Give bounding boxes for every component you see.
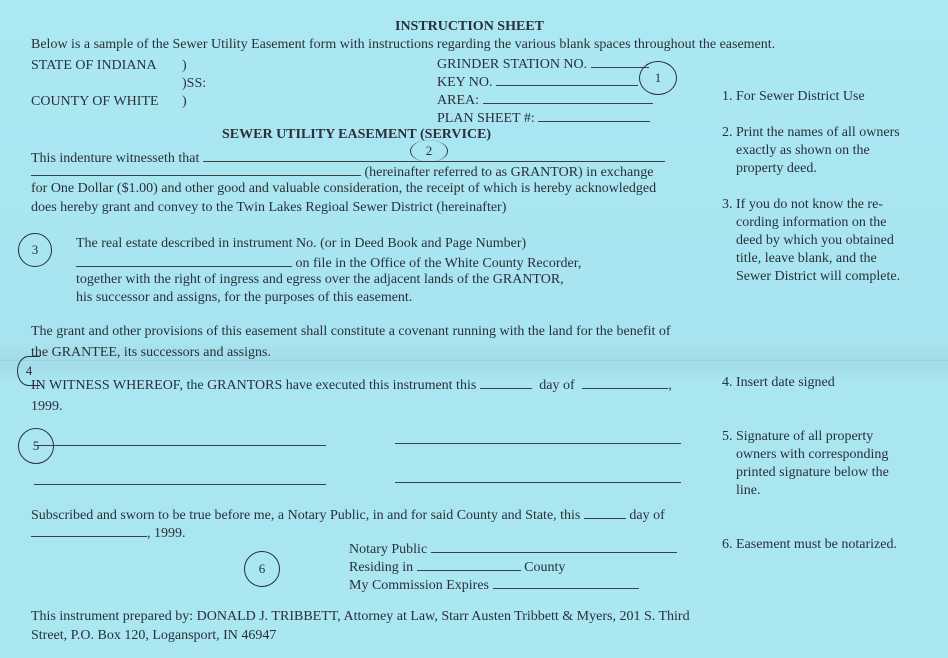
residing-in-label: Residing in [349, 560, 414, 575]
instruction-text: owners with corresponding [736, 447, 889, 462]
instruction-1 [722, 88, 865, 106]
covenant-line-1: The grant and other provisions of this easement shall constitute a covenant running with the land for the benefit of [31, 324, 671, 339]
instruction-text: deed by which you obtained [736, 233, 894, 248]
residing-county-blank[interactable] [417, 558, 521, 571]
sworn-line [31, 506, 665, 524]
instruction-number: 4. [722, 375, 733, 390]
plan-sheet-field [437, 109, 650, 127]
sworn-day-of-text: day of [629, 508, 665, 523]
county-label: County [524, 560, 566, 575]
witness-day-blank[interactable] [480, 376, 532, 389]
instruction-text: Insert date signed [736, 375, 835, 390]
instruction-text: cording information on the [736, 215, 887, 230]
consideration-text: for One Dollar ($1.00) and other good and valuable consideration, the receipt of which is hereby acknowledged [31, 181, 657, 196]
instruction-4 [722, 374, 835, 392]
key-no-field [437, 73, 638, 91]
plan-sheet-blank[interactable] [538, 109, 650, 122]
venue-paren: ) [182, 94, 187, 109]
area-field [437, 91, 653, 109]
instruction-number: 1. [722, 89, 733, 104]
marker-number: 3 [31, 242, 39, 257]
marker-2-parens [410, 140, 448, 162]
notary-public-field [349, 540, 677, 558]
instruction-6 [722, 536, 897, 554]
real-estate-line-1: The real estate described in instrument No. (or in Deed Book and Page Number) [76, 236, 527, 251]
sworn-day-blank[interactable] [584, 506, 626, 519]
instruction-3 [722, 196, 900, 286]
hereinafter-text: (hereinafter referred to as GRANTOR) in exchange [364, 165, 654, 180]
venue-county: COUNTY OF WHITE [31, 94, 159, 109]
real-estate-line-3: together with the right of ingress and egress over the adjacent lands of the GRANTOR, [76, 272, 564, 287]
covenant-line-2: the GRANTEE, its successors and assigns. [31, 345, 271, 360]
instruction-text: printed signature below the [736, 465, 889, 480]
instruction-number: 5. [722, 429, 733, 444]
grinder-station-field [437, 55, 649, 73]
grinder-station-label: GRINDER STATION NO. [437, 57, 588, 72]
marker-number: 6 [258, 561, 266, 576]
marker-number: 2 [425, 143, 433, 158]
hereinafter-line [31, 163, 653, 181]
intro-text: Below is a sample of the Sewer Utility Easement form with instructions regarding the various blank spaces throughout the easement. [31, 37, 776, 52]
marker-number: 1 [654, 70, 662, 85]
marker-number: 5 [32, 438, 40, 453]
instruction-text: property deed. [736, 161, 817, 176]
witness-line [31, 376, 672, 394]
key-no-label: KEY NO. [437, 75, 493, 90]
instruction-number: 3. [722, 197, 733, 212]
witness-text: IN WITNESS WHEREOF, the GRANTORS have executed this instrument this [31, 378, 477, 393]
instruction-text: Easement must be notarized. [736, 537, 897, 552]
sworn-text: Subscribed and sworn to be true before me, a Notary Public, in and for said County and State, this [31, 508, 581, 523]
page-title: INSTRUCTION SHEET [395, 19, 544, 34]
sworn-year-text: , 1999. [147, 526, 186, 541]
venue-state: STATE OF INDIANA [31, 58, 157, 73]
grant-text: does hereby grant and convey to the Twin Lakes Regioal Sewer District (hereinafter) [31, 200, 507, 215]
instruction-2 [722, 124, 900, 178]
grinder-station-blank[interactable] [591, 55, 649, 68]
notary-public-blank[interactable] [431, 540, 677, 553]
instruction-5 [722, 428, 889, 500]
witness-month-blank[interactable] [582, 376, 668, 389]
area-label: AREA: [437, 93, 479, 108]
key-no-blank[interactable] [496, 73, 638, 86]
signature-line-2[interactable] [395, 443, 681, 444]
residing-in-field [349, 558, 565, 576]
instruction-text: If you do not know the re- [736, 197, 883, 212]
instruction-text: Sewer District will complete. [736, 269, 901, 284]
commission-blank[interactable] [493, 576, 639, 589]
instruction-number: 6. [722, 537, 733, 552]
instruction-text: line. [736, 483, 761, 498]
signature-line-1[interactable] [34, 445, 326, 446]
marker-3-circle [18, 233, 52, 267]
sworn-month-blank[interactable] [31, 524, 147, 537]
prepared-by-line-2: Street, P.O. Box 120, Logansport, IN 46947 [31, 628, 277, 643]
instruction-text: Signature of all property [736, 429, 874, 444]
instruction-number: 2. [722, 125, 733, 140]
form-title: SEWER UTILITY EASEMENT (SERVICE) [222, 127, 492, 142]
venue-ss: )SS: [182, 76, 207, 91]
instruction-text: For Sewer District Use [736, 89, 865, 104]
venue-paren: ) [182, 58, 187, 73]
day-of-text: day of [539, 378, 575, 393]
grantor-names-blank-2[interactable] [31, 163, 361, 176]
area-blank[interactable] [483, 91, 653, 104]
comma: , [668, 378, 672, 393]
real-estate-line-2 [76, 254, 581, 272]
commission-label: My Commission Expires [349, 578, 490, 593]
marker-6-circle [244, 551, 280, 587]
plan-sheet-label: PLAN SHEET #: [437, 111, 535, 126]
marker-1-circle [639, 61, 677, 95]
prepared-by-line-1: This instrument prepared by: DONALD J. TRIBBETT, Attorney at Law, Starr Austen Tribbett & Myers, 201 S. Third [31, 609, 690, 624]
real-estate-line-4: his successor and assigns, for the purposes of this easement. [76, 290, 413, 305]
commission-field [349, 576, 639, 594]
marker-5-circle [18, 428, 54, 464]
recorder-text: on file in the Office of the White County Recorder, [295, 256, 582, 271]
marker-number: 4 [25, 363, 33, 378]
notary-public-label: Notary Public [349, 542, 428, 557]
sworn-year-line [31, 524, 186, 542]
instruction-text: title, leave blank, and the [736, 251, 877, 266]
instruction-text: exactly as shown on the [736, 143, 870, 158]
printed-name-line-1[interactable] [34, 484, 326, 485]
indenture-text: This indenture witnesseth that [31, 151, 200, 166]
instrument-number-blank[interactable] [76, 254, 292, 267]
witness-year: 1999. [31, 399, 63, 414]
printed-name-line-2[interactable] [395, 482, 681, 483]
instruction-text: Print the names of all owners [736, 125, 900, 140]
